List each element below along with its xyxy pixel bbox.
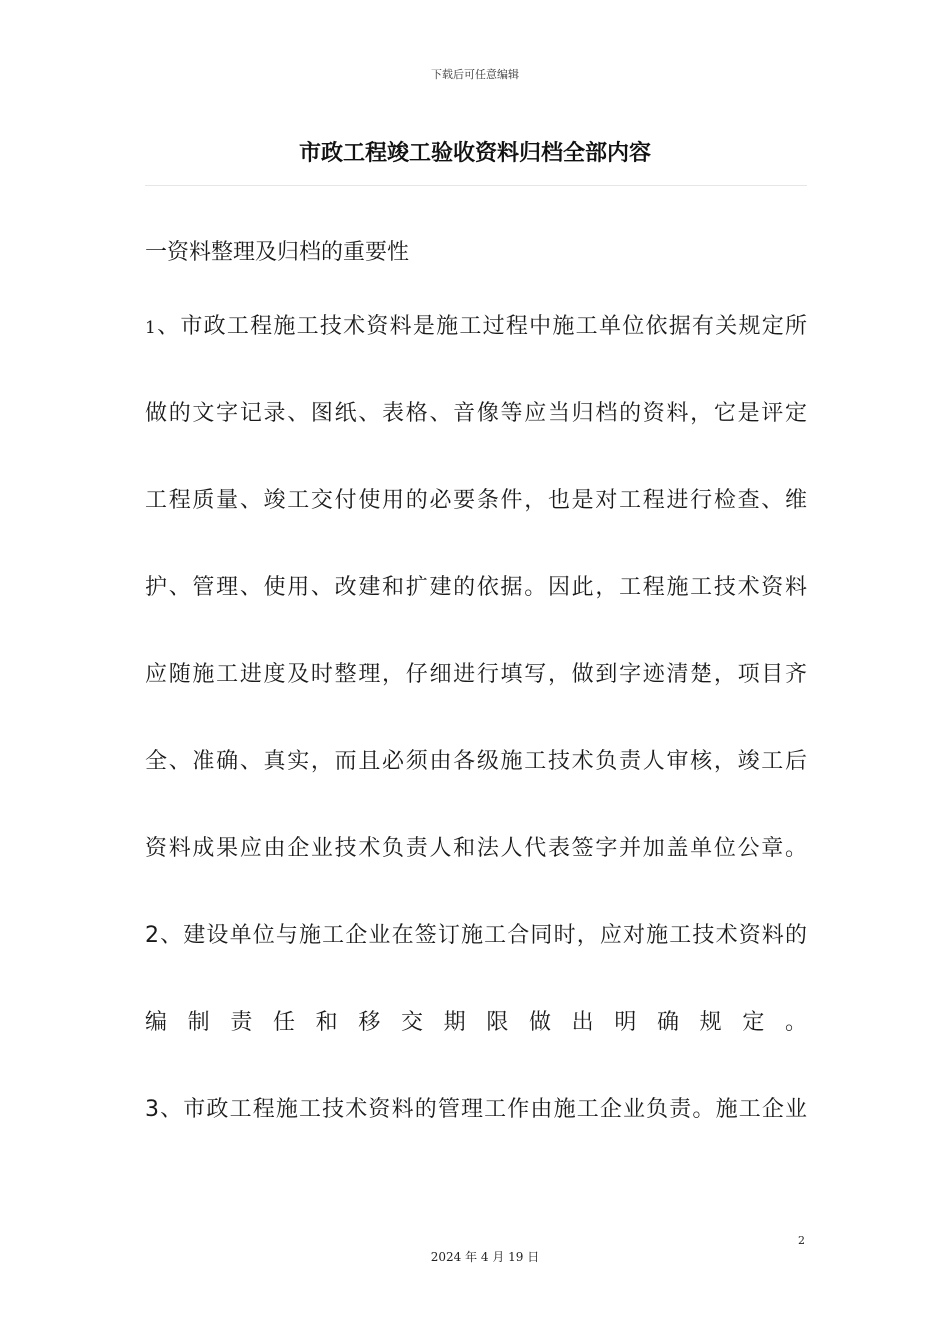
paragraph-line-1 bbox=[145, 312, 807, 343]
title-divider bbox=[145, 185, 807, 186]
paragraph-line-5: 应随施工进度及时整理，仔细进行填写，做到字迹清楚，项目齐 bbox=[145, 662, 807, 687]
paragraph-line-10: 3、市政工程施工技术资料的管理工作由施工企业负责。施工企业 bbox=[145, 1097, 807, 1122]
page-header-note: 下载后可任意编辑 bbox=[431, 68, 519, 81]
paragraph-line-2: 做的文字记录、图纸、表格、音像等应当归档的资料，它是评定 bbox=[145, 401, 807, 426]
item-number: 1 bbox=[145, 318, 156, 338]
paragraph-line-9: 编 制 责 任 和 移 交 期 限 做 出 明 确 规 定 。 bbox=[145, 1010, 807, 1035]
paragraph-line-1-text: 、市政工程施工技术资料是施工过程中施工单位依据有关规定所 bbox=[155, 314, 807, 339]
paragraph-line-4: 护、管理、使用、改建和扩建的依据。因此，工程施工技术资料 bbox=[145, 575, 807, 600]
paragraph-line-8: 2、建设单位与施工企业在签订施工合同时，应对施工技术资料的 bbox=[145, 923, 807, 948]
page-number: 2 bbox=[798, 1234, 805, 1247]
paragraph-line-6: 全、准确、真实，而且必须由各级施工技术负责人审核，竣工后 bbox=[145, 749, 807, 774]
footer-date: 2024 年 4 月 19 日 bbox=[430, 1250, 540, 1264]
paragraph-line-7: 资料成果应由企业技术负责人和法人代表签字并加盖单位公章。 bbox=[145, 836, 807, 861]
document-title: 市政工程竣工验收资料归档全部内容 bbox=[298, 141, 651, 166]
section-heading: 一资料整理及归档的重要性 bbox=[145, 240, 410, 265]
paragraph-line-3: 工程质量、竣工交付使用的必要条件，也是对工程进行检查、维 bbox=[145, 488, 807, 513]
